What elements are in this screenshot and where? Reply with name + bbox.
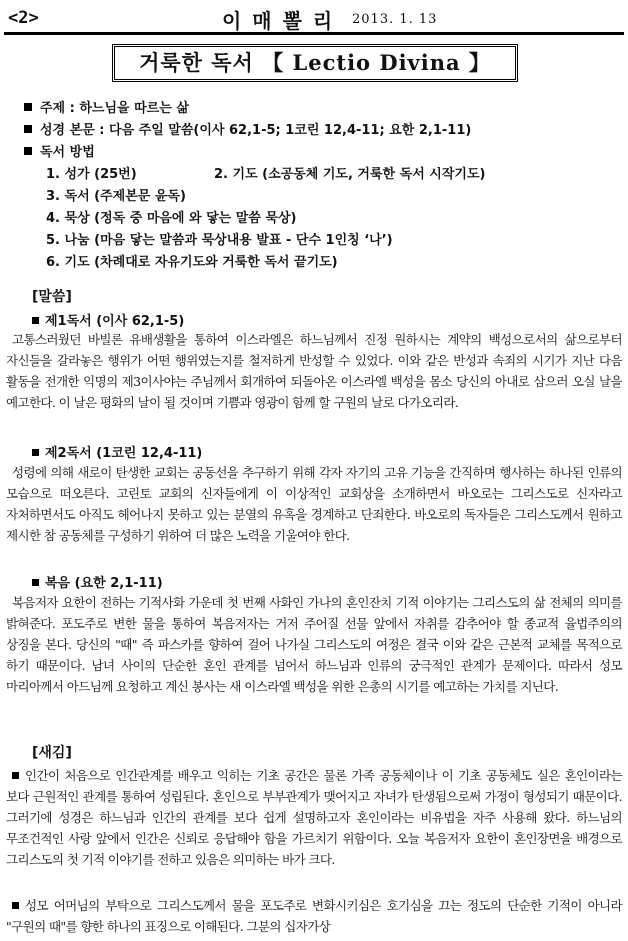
page-title	[112, 44, 518, 82]
reading2-title: 제2독서 (1코린 12,4-11)	[32, 442, 202, 461]
reading-outline	[14, 98, 614, 274]
square-bullet-icon	[32, 579, 39, 586]
square-bullet-icon	[12, 902, 19, 909]
title-korean: 거룩한 독서	[139, 51, 254, 75]
section-heading-reflection: [새김]	[32, 745, 72, 761]
title-latin: 【 Lectio Divina 】	[262, 50, 491, 75]
header-divider	[4, 32, 624, 35]
reading2-text: 성령에 의해 새로이 탄생한 교회는 공동선을 추구하기 위해 각자 자기의 고유 기능을 간직하며 행사하는 하나된 인류의 모습으로 떠오른다. 고린토 교회의 신자들에게 이 이상적인 교회상을 소개하면서 바오로는 그리스도로 신자라고 자처하면서도 아직도 헤어나지 못하고 있는 분열의 유혹을 경계하고 단죄한다. 바오로의 독자들은 그리스도께서 원하고 제시한 참 공동체를 구성하기 위하여 더 많은 노력을 기울여야 한다.	[6, 465, 622, 543]
outline-method: 독서 방법	[14, 142, 614, 164]
outline-theme: 주제 : 하느님을 따르는 삶	[14, 98, 614, 120]
square-bullet-icon	[32, 317, 39, 324]
step-5: 5. 나눔 (마음 닿는 말씀과 묵상내용 발표 - 단수 1인칭 ‘나’)	[46, 233, 393, 248]
square-bullet-icon	[24, 147, 32, 155]
square-bullet-icon	[24, 103, 32, 111]
reading1-title: 제1독서 (이사 62,1-5)	[32, 310, 184, 329]
step-row-1-2	[14, 164, 614, 186]
reflection-paragraph-2: 성모 어머님의 부탁으로 그리스도께서 물을 포도주로 변화시키심은 호기심을 끄는 정도의 단순한 기적이 아니라 "구원의 때"를 향한 하나의 표징으로 이해된다. 그분의 십자가상	[6, 898, 622, 934]
page-header	[0, 0, 628, 32]
newsletter-name: 이 매 뽈 리	[222, 9, 335, 33]
reading1-text: 고통스러웠던 바빌론 유배생활을 통하여 이스라엘은 하느님께서 진정 원하시는 계약의 백성으로서의 삶으로부터 자신들을 갈라놓은 행위가 어떤 행위였는지를 철저하게 반성할 수 있었다. 이와 같은 반성과 속죄의 시기가 지난 다음 활동을 전개한 익명의 제3이사야는 주님께서 회개하여 되돌아온 이스라엘 백성을 몸소 당신의 아내로 삼으러 오실 날을 예고한다. 이 날은 평화의 날이 될 것이며 기쁨과 영광이 함께 할 구원의 날로 다가오리라.	[6, 332, 622, 410]
issue-date: 2013. 1. 13	[352, 12, 438, 27]
section-heading-word: [말씀]	[32, 289, 72, 305]
step-4: 4. 묵상 (정독 중 마음에 와 닿는 말씀 묵상)	[46, 211, 297, 226]
gospel-text: 복음저자 요한이 전하는 기적사화 가운데 첫 번째 사화인 가나의 혼인잔치 기적 이야기는 그리스도의 삶 전체의 의미를 밝혀준다. 포도주로 변한 물을 통하여 복음저자는 거저 주어질 선물 앞에서 자취를 감추어야 할 종교적 율법주의의 상징을 본다. 당신의 "때" 즉 파스카를 향하여 걸어 나가실 그리스도의 여정은 결국 이와 같은 근본적 교체를 목적으로 하기 때문이다. 남녀 사이의 단순한 혼인 관계를 넘어서 하느님과 인류의 궁극적인 관계가 문제이다. 따라서 성모 마리아께서 아드님께 요청하고 계신 봉사는 새 이스라엘 백성을 위한 은총의 시기를 예고하는 가치를 지닌다.	[6, 595, 622, 694]
step-6: 6. 기도 (차례대로 자유기도와 거룩한 독서 끝기도)	[46, 255, 338, 270]
step-3: 3. 독서 (주제본문 윤독)	[46, 189, 186, 204]
step-2: 2. 기도 (소공동체 기도, 거룩한 독서 시작기도)	[214, 167, 486, 182]
square-bullet-icon	[12, 772, 19, 779]
square-bullet-icon	[32, 449, 39, 456]
reflection-paragraph-1: 인간이 처음으로 인간관계를 배우고 익히는 기초 공간은 물론 가족 공동체이나 이 기초 공동체도 실은 혼인이라는 보다 근원적인 관계를 통하여 성립된다. 혼인으로 부부관계가 맺어지고 자녀가 탄생됨으로써 가정이 형성되기 때문이다. 그러기에 성경은 하느님과 인간의 관계를 보다 쉽게 설명하고자 혼인이라는 비유법을 자주 사용해 왔다. 하느님의 무조건적인 사랑 앞에서 인간은 신뢰로 응답해야 함을 가르치기 위함이다. 오늘 복음저자 요한이 혼인장면을 배경으로 그리스도의 첫 기적 이야기를 전하고 있음은 의미하는 바가 크다.	[6, 768, 622, 867]
page-number: <2>	[8, 8, 39, 28]
outline-scripture: 성경 본문 : 다음 주일 말씀(이사 62,1-5; 1코린 12,4-11; 요한 2,1-11)	[14, 120, 614, 142]
gospel-title: 복음 (요한 2,1-11)	[32, 572, 163, 591]
square-bullet-icon	[24, 125, 32, 133]
step-1: 1. 성가 (25번)	[46, 167, 137, 182]
